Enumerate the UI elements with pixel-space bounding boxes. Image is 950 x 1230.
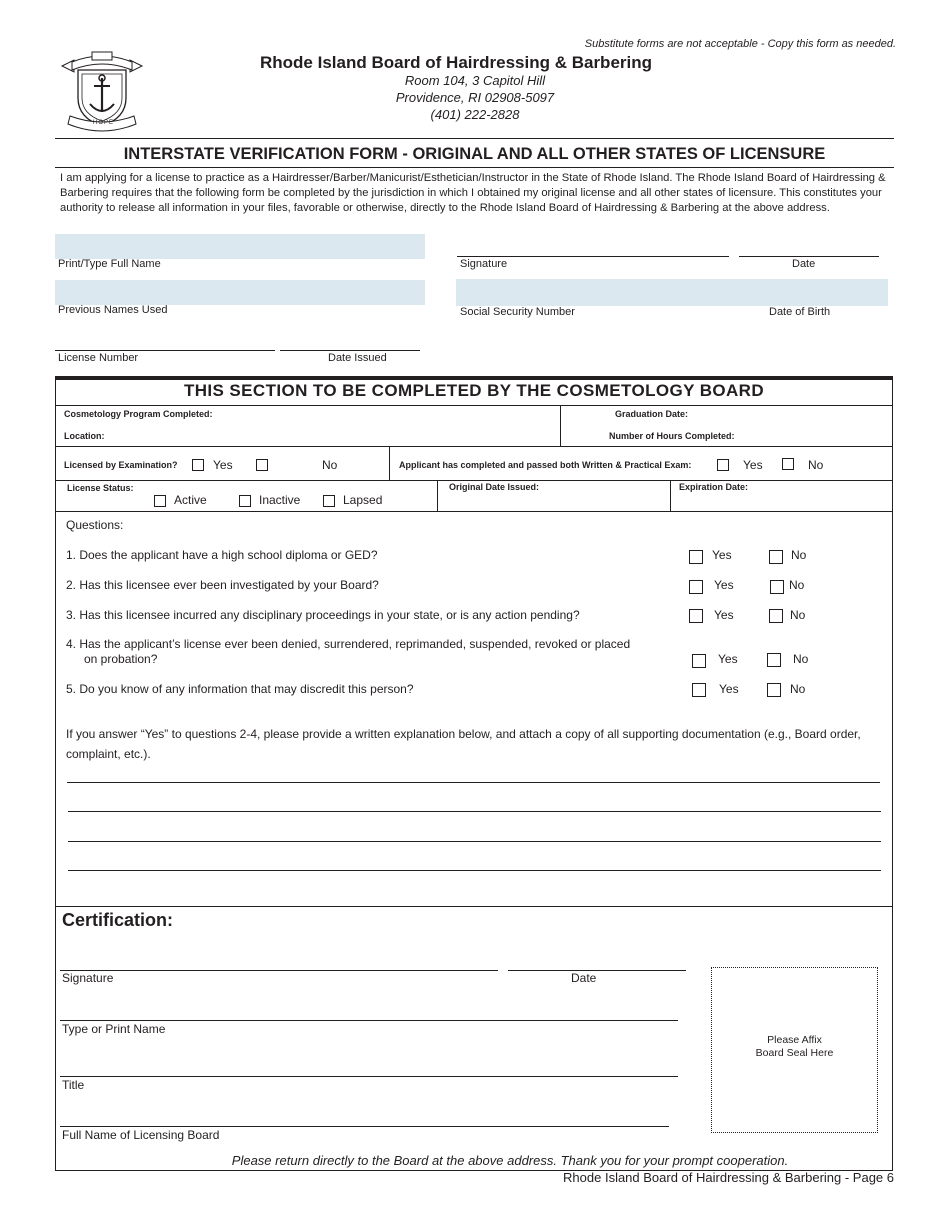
section-row-divider [56, 511, 893, 512]
status-active-checkbox[interactable] [154, 495, 166, 507]
full-name-label: Print/Type Full Name [58, 258, 161, 270]
exam-col-divider [389, 446, 390, 480]
address-line-2: Providence, RI 02908-5097 [395, 90, 555, 105]
explanation-line-2[interactable] [68, 811, 881, 812]
phone-number: (401) 222-2828 [430, 107, 520, 122]
licensing-board-label: Full Name of Licensing Board [62, 1128, 220, 1142]
passed-no-label: No [808, 458, 824, 472]
passed-exam-label: Applicant has completed and passed both Written & Practical Exam: [399, 460, 692, 470]
question-2-no-checkbox[interactable] [770, 580, 784, 594]
question-2-yes-label: Yes [714, 578, 734, 592]
graduation-label: Graduation Date: [615, 409, 689, 419]
questions-heading: Questions: [66, 518, 124, 532]
location-label: Location: [64, 431, 105, 441]
ssn-label: Social Security Number [460, 306, 575, 318]
passed-yes-checkbox[interactable] [717, 459, 729, 471]
exam-yes-checkbox[interactable] [192, 459, 204, 471]
question-4-yes-checkbox[interactable] [692, 654, 706, 668]
form-title: INTERSTATE VERIFICATION FORM - ORIGINAL AND ALL OTHER STATES OF LICENSURE [123, 145, 826, 163]
license-number-label: License Number [58, 352, 139, 364]
question-4-yes-label: Yes [718, 652, 738, 666]
seal-motto: HOPE [93, 120, 115, 126]
question-1-text: 1. Does the applicant have a high school diploma or GED? [66, 548, 378, 562]
exam-no-checkbox[interactable] [256, 459, 268, 471]
applicant-date-label: Date [792, 258, 816, 270]
certifier-date-label: Date [571, 971, 597, 985]
license-status-label: License Status: [67, 483, 134, 493]
header-divider [55, 138, 894, 139]
full-name-field[interactable] [55, 234, 425, 259]
section-row-divider [56, 405, 893, 406]
question-4-text: 4. Has the applicant’s license ever been denied, surrendered, reprimanded, suspended, revoked or placed [66, 637, 631, 651]
original-date-label: Original Date Issued: [449, 482, 540, 492]
ssn-dob-field[interactable] [456, 279, 888, 306]
status-col-divider [670, 480, 671, 511]
state-seal [60, 48, 144, 132]
previous-names-label: Previous Names Used [58, 304, 168, 316]
section-row-divider [56, 480, 893, 481]
applicant-date-line[interactable] [739, 256, 879, 257]
question-5-yes-checkbox[interactable] [692, 683, 706, 697]
title-divider [55, 167, 894, 168]
license-number-line[interactable] [55, 350, 275, 351]
question-4-no-label: No [793, 652, 809, 666]
board-name: Rhode Island Board of Hairdressing & Barbering [260, 53, 653, 72]
question-5-no-label: No [790, 682, 806, 696]
passed-yes-label: Yes [743, 458, 763, 472]
question-1-no-checkbox[interactable] [769, 550, 783, 564]
dob-label: Date of Birth [769, 306, 831, 318]
expiration-label: Expiration Date: [679, 482, 749, 492]
seal-box-line-1: Please Affix [767, 1034, 822, 1046]
page-footer: Rhode Island Board of Hairdressing & Barbering - Page 6 [563, 1170, 894, 1185]
question-5-text: 5. Do you know of any information that may discredit this person? [66, 682, 414, 696]
certifier-signature-line[interactable] [60, 970, 498, 971]
title-line[interactable] [60, 1076, 678, 1077]
question-2-no-label: No [789, 578, 805, 592]
print-name-label: Type or Print Name [62, 1022, 166, 1036]
status-col-divider [437, 480, 438, 511]
board-seal-box [711, 967, 878, 1133]
substitute-notice: Substitute forms are not acceptable - Copy this form as needed. [584, 38, 896, 50]
previous-names-field[interactable] [55, 280, 425, 305]
authorization-paragraph: I am applying for a license to practice as a Hairdresser/Barber/Manicurist/Esthetician/Instructor in the State of Rhode Island. The Rhode Island Board of Hairdressing & Barbering requires that the following form be completed by the jurisdiction in which I obtained my original license and all other states of licensure. This constitutes your authority to release all information in your files, favorable or otherwise, directly to the Rhode Island Board of Hairdressing & Barbering at the above address. [60, 172, 886, 215]
status-active-label: Active [174, 493, 207, 507]
question-4-no-checkbox[interactable] [767, 653, 781, 667]
question-5-yes-label: Yes [719, 682, 739, 696]
program-label: Cosmetology Program Completed: [64, 409, 213, 419]
exam-no-label: No [322, 458, 338, 472]
date-issued-label: Date Issued [328, 352, 387, 364]
hours-label: Number of Hours Completed: [609, 431, 735, 441]
question-3-text: 3. Has this licensee incurred any disciplinary proceedings in your state, or is any action pending? [66, 608, 580, 622]
board-section-title: THIS SECTION TO BE COMPLETED BY THE COSMETOLOGY BOARD [183, 381, 765, 400]
section-row-divider [56, 446, 893, 447]
explanation-instructions: If you answer “Yes” to questions 2-4, please provide a written explanation below, and attach a copy of all supporting documentation (e.g., Board order, complaint, etc.). [66, 727, 861, 761]
question-2-yes-checkbox[interactable] [689, 580, 703, 594]
licensing-board-line[interactable] [60, 1126, 669, 1127]
passed-no-checkbox[interactable] [782, 458, 794, 470]
return-note: Please return directly to the Board at the above address. Thank you for your prompt cooperation. [231, 1153, 789, 1168]
question-1-no-label: No [791, 548, 807, 562]
licensed-by-exam-label: Licensed by Examination? [64, 460, 178, 470]
exam-yes-label: Yes [213, 458, 233, 472]
status-inactive-label: Inactive [259, 493, 301, 507]
question-4-text-cont: on probation? [84, 652, 158, 666]
address-line-1: Room 104, 3 Capitol Hill [404, 73, 546, 88]
question-3-no-checkbox[interactable] [769, 609, 783, 623]
applicant-signature-line[interactable] [457, 256, 729, 257]
status-lapsed-checkbox[interactable] [323, 495, 335, 507]
certification-heading: Certification: [62, 910, 174, 930]
question-1-yes-label: Yes [712, 548, 732, 562]
certifier-date-line[interactable] [508, 970, 686, 971]
program-col-divider [560, 405, 561, 446]
question-3-yes-checkbox[interactable] [689, 609, 703, 623]
print-name-line[interactable] [60, 1020, 678, 1021]
question-3-no-label: No [790, 608, 806, 622]
explanation-line-3[interactable] [68, 841, 881, 842]
certification-divider [56, 906, 893, 907]
explanation-line-1[interactable] [67, 782, 880, 783]
applicant-signature-label: Signature [460, 258, 508, 270]
status-inactive-checkbox[interactable] [239, 495, 251, 507]
question-3-yes-label: Yes [714, 608, 734, 622]
certifier-signature-label: Signature [62, 971, 114, 985]
title-label: Title [62, 1078, 85, 1092]
question-1-yes-checkbox[interactable] [689, 550, 703, 564]
status-lapsed-label: Lapsed [343, 493, 383, 507]
date-issued-line[interactable] [280, 350, 420, 351]
question-2-text: 2. Has this licensee ever been investigated by your Board? [66, 578, 379, 592]
seal-box-line-2: Board Seal Here [755, 1047, 834, 1059]
question-5-no-checkbox[interactable] [767, 683, 781, 697]
explanation-line-4[interactable] [68, 870, 881, 871]
